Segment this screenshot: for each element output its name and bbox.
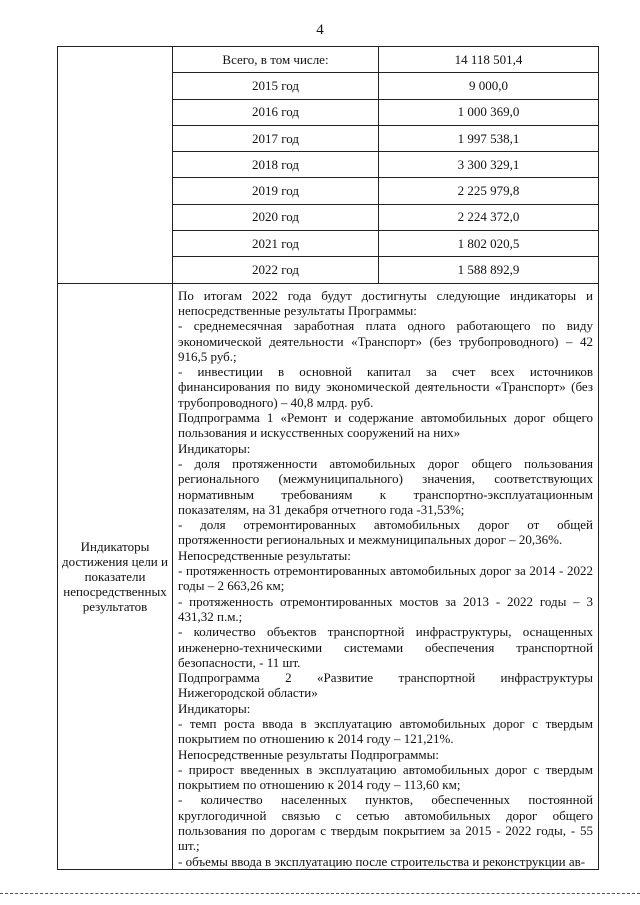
funding-year-label: 2015 год xyxy=(173,73,379,99)
page-number: 4 xyxy=(316,22,324,38)
funding-amount: 1 588 892,9 xyxy=(379,257,599,283)
indicators-paragraph: - объемы ввода в эксплуатацию после строительства и реконструкции ав- xyxy=(178,853,586,869)
indicators-text-cell xyxy=(173,283,599,869)
indicators-paragraph: - среднемесячная заработная плата одного работающего по виду экономической деятельности «Транспорт» (без трубопроводного) – 42 916,5 руб.; xyxy=(178,318,593,364)
funding-year-label: 2017 год xyxy=(173,125,379,151)
indicators-paragraph: Подпрограмма 1 «Ремонт и содержание автомобильных дорог общего пользования и искусственных сооружений на них» xyxy=(178,410,593,441)
funding-amount: 2 225 979,8 xyxy=(379,178,599,204)
funding-amount: 9 000,0 xyxy=(379,73,599,99)
indicators-paragraph: Подпрограмма 2 «Развитие транспортной инфраструктуры Нижегородской области» xyxy=(178,670,593,701)
funding-amount: 1 802 020,5 xyxy=(379,231,599,257)
indicators-paragraph: - протяженность отремонтированных автомобильных дорог за 2014 - 2022 годы – 2 663,26 км; xyxy=(178,563,593,594)
funding-year-label: Всего, в том числе: xyxy=(173,47,379,73)
indicators-paragraph: - прирост введенных в эксплуатацию автомобильных дорог с твердым покрытием по отношению к 2014 году – 113,60 км; xyxy=(178,761,593,793)
funding-year-label: 2019 год xyxy=(173,178,379,204)
funding-amount: 1 000 369,0 xyxy=(379,99,599,125)
page-bottom-rule xyxy=(0,893,640,894)
indicators-paragraph: По итогам 2022 года будут достигнуты следующие индикаторы и непосредственные результаты Программы: xyxy=(178,287,593,318)
indicators-paragraph: Индикаторы: xyxy=(178,440,251,456)
indicators-paragraph: Непосредственные результаты: xyxy=(178,547,351,563)
funding-year-label: 2022 год xyxy=(173,257,379,283)
funding-row xyxy=(58,47,599,73)
indicators-row xyxy=(58,283,599,869)
indicators-paragraph: - доля протяженности автомобильных дорог общего пользования регионального (межмуниципального) значения, соответствующих нормативным требованиям к транспортно-эксплуатационным показателям, на 31 декабря отчетного года -31,53%; xyxy=(178,455,593,517)
indicators-paragraph: - протяженность отремонтированных мостов за 2013 - 2022 годы – 3 431,32 п.м.; xyxy=(178,593,593,624)
indicators-paragraph: Непосредственные результаты Подпрограммы: xyxy=(178,746,439,762)
indicators-paragraph: - количество объектов транспортной инфраструктуры, оснащенных инженерно-техническими системами обеспечения транспортной безопасности, - 11 шт. xyxy=(178,624,593,670)
funding-amount: 1 997 538,1 xyxy=(379,125,599,151)
funding-year-label: 2021 год xyxy=(173,231,379,257)
indicators-paragraph: - количество населенных пунктов, обеспеченных постоянной круглогодичной связью с сетью автомобильных дорог общего пользования по дорогам с твердым покрытием за 2015 - 2022 годы, - 55 шт.; xyxy=(178,792,593,854)
indicators-section-label: Индикаторы достижения цели и показатели непосредственных результатов xyxy=(58,283,173,869)
funding-year-label: 2020 год xyxy=(173,204,379,230)
funding-amount: 2 224 372,0 xyxy=(379,204,599,230)
indicators-paragraph: - доля отремонтированных автомобильных дорог от общей протяженности региональных и межмуниципальных дорог – 20,36%. xyxy=(178,517,593,548)
funding-amount: 3 300 329,1 xyxy=(379,152,599,178)
funding-left-cell xyxy=(58,47,173,284)
funding-year-label: 2018 год xyxy=(173,152,379,178)
program-table xyxy=(57,46,599,870)
indicators-paragraph: - темп роста ввода в эксплуатацию автомобильных дорог с твердым покрытием по отношению к 2014 году – 121,21%. xyxy=(178,715,593,747)
funding-year-label: 2016 год xyxy=(173,99,379,125)
funding-amount: 14 118 501,4 xyxy=(379,47,599,73)
indicators-paragraph: Индикаторы: xyxy=(178,700,251,716)
indicators-paragraph: - инвестиции в основной капитал за счет всех источников финансирования по виду экономической деятельности «Транспорт» (без трубопроводного) – 40,8 млрд. руб. xyxy=(178,364,593,410)
